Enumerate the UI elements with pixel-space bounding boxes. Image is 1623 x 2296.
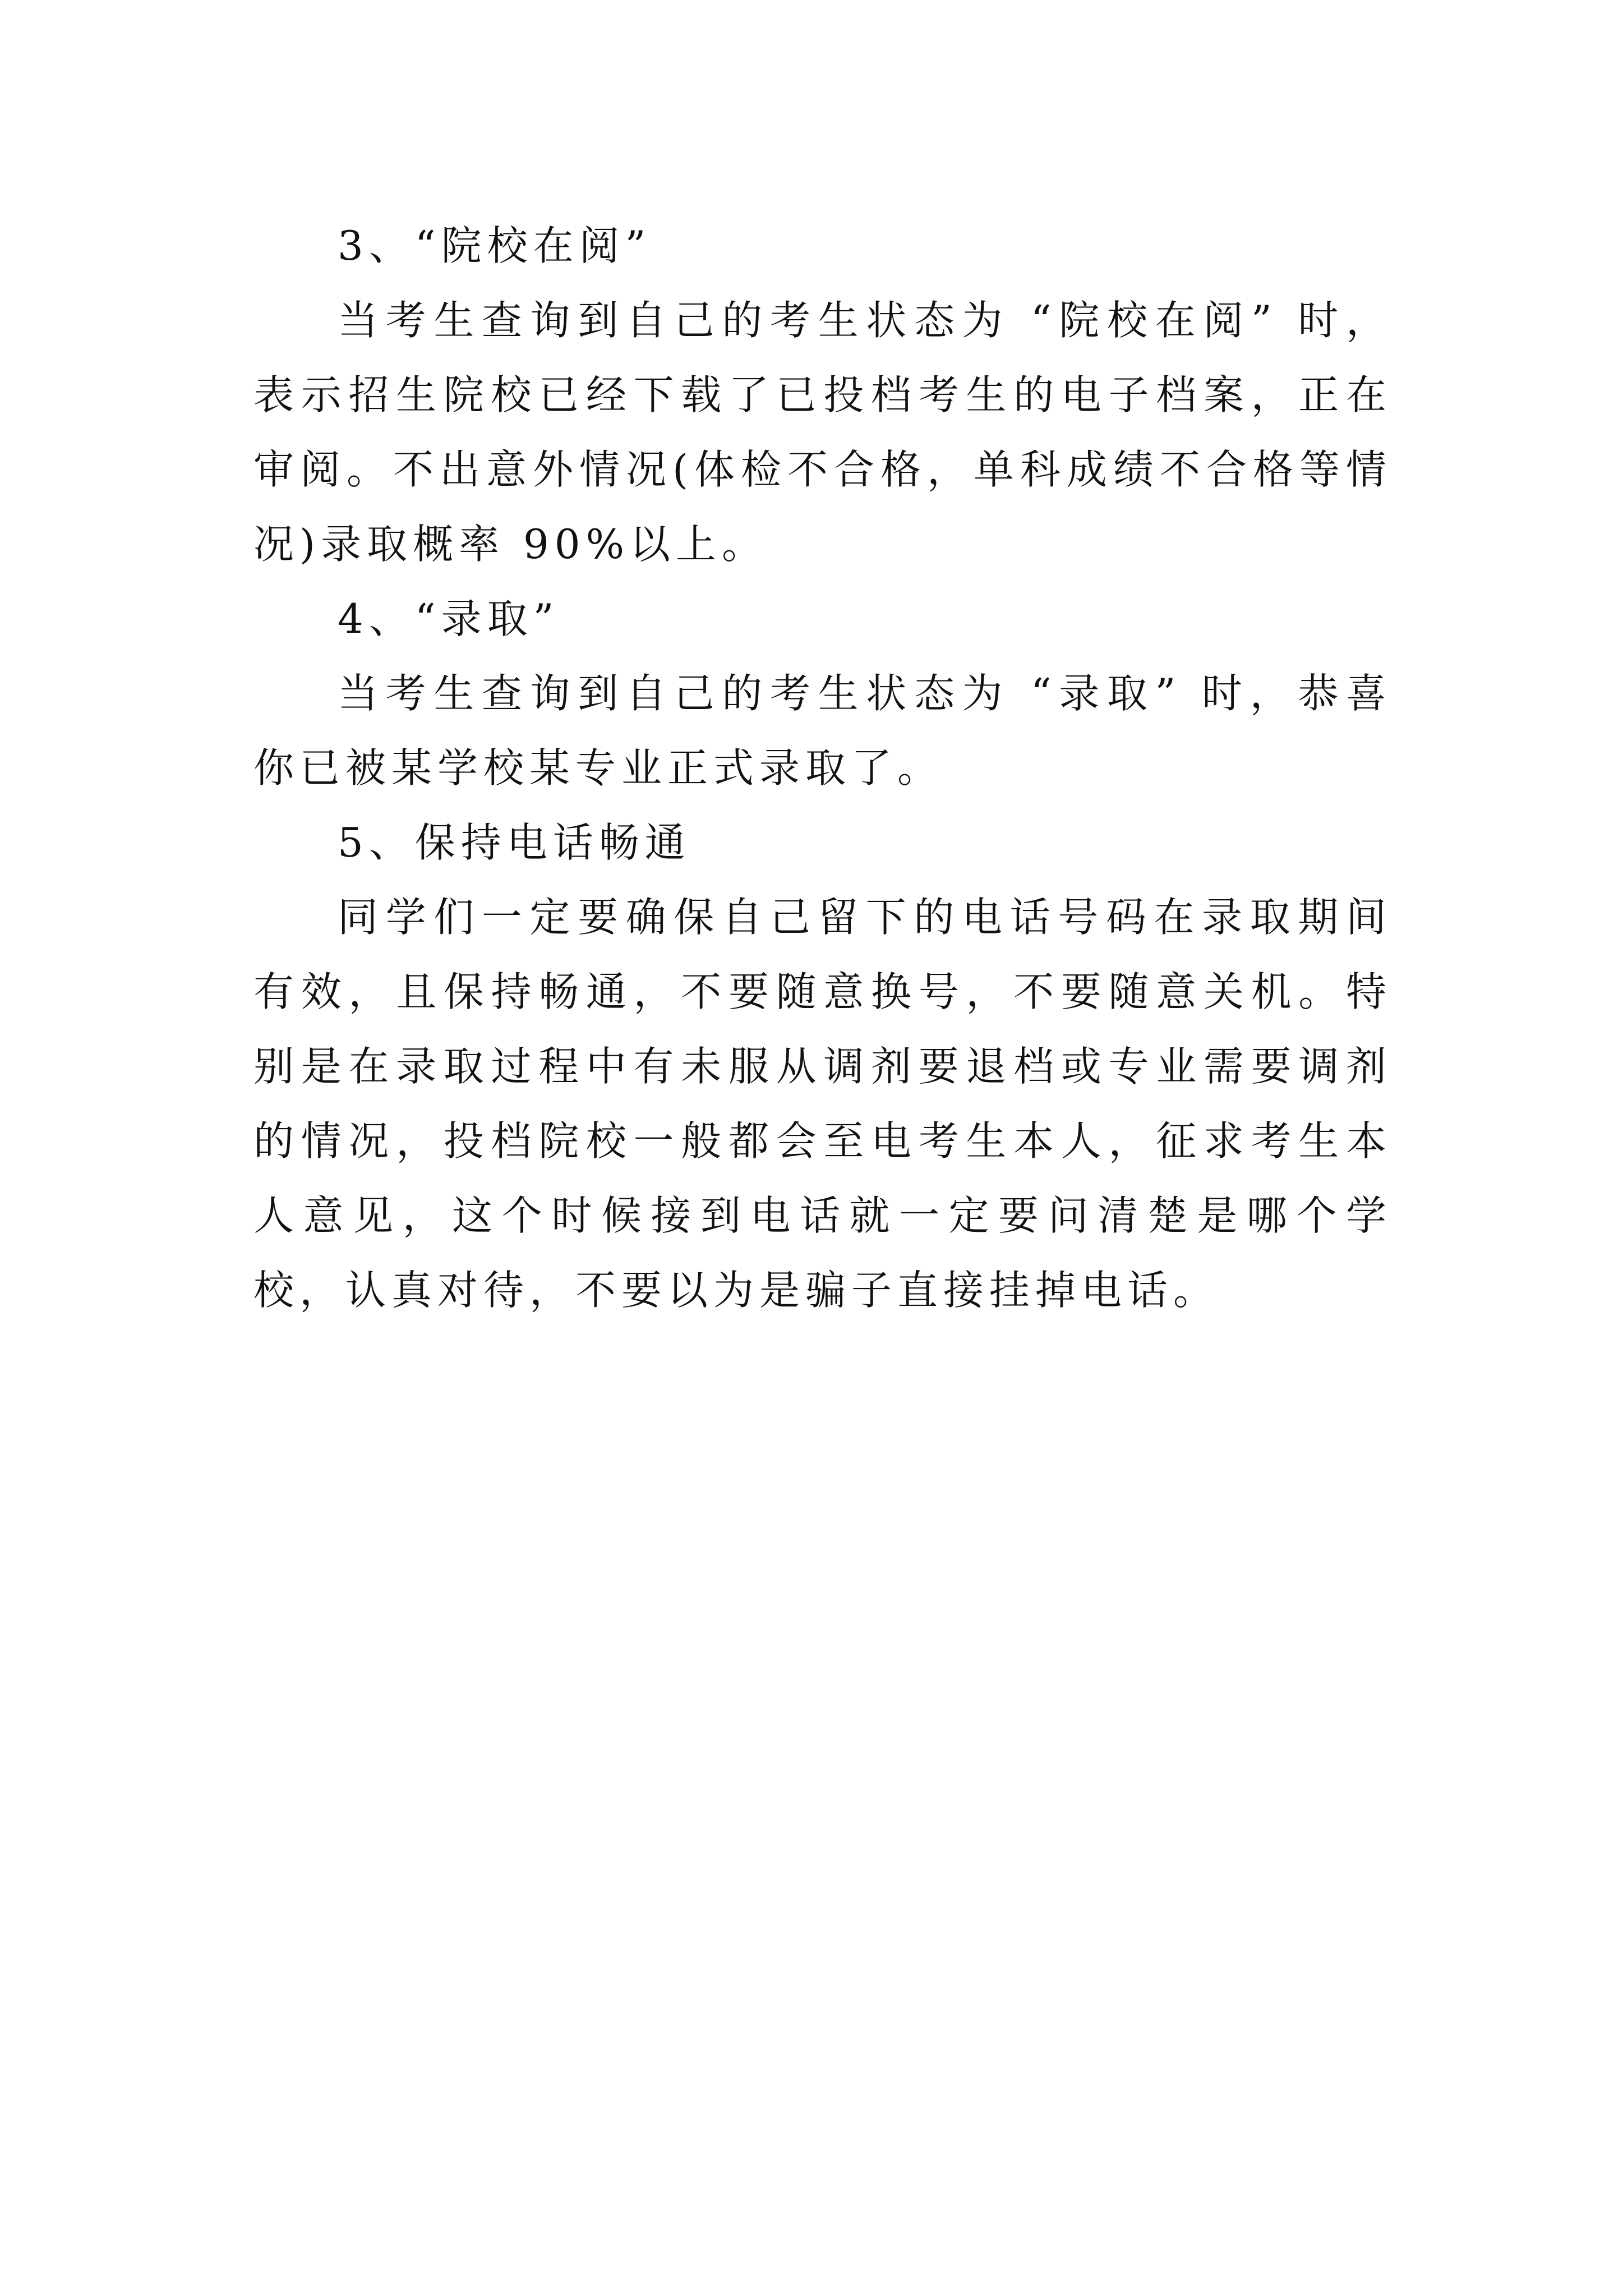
- section-heading: 5、保持电话畅通: [338, 819, 691, 866]
- section-heading: 4、“录取”: [338, 595, 560, 642]
- section-paragraph: 当考生查询到自己的考生状态为 “院校在阅” 时，表示招生院校已经下载了已投档考生的电子档案，正在审阅。不出意外情况(体检不合格，单科成绩不合格等情况)录取概率 90%以上。: [253, 297, 1392, 568]
- section-paragraph: 同学们一定要确保自己留下的电话号码在录取期间有效，且保持畅通，不要随意换号，不要随意关机。特别是在录取过程中有未服从调剂要退档或专业需要调剂的情况，投档院校一般都会至电考生本人，征求考生本人意见，这个时候接到电话就一定要问清楚是哪个学校，认真对待，不要以为是骗子直接挂掉电话。: [253, 894, 1392, 1314]
- section-paragraph: 当考生查询到自己的考生状态为 “录取” 时，恭喜你已被某学校某专业正式录取了。: [253, 670, 1392, 792]
- document-body: [253, 209, 1392, 1328]
- section-heading: 3、“院校在阅”: [338, 222, 652, 269]
